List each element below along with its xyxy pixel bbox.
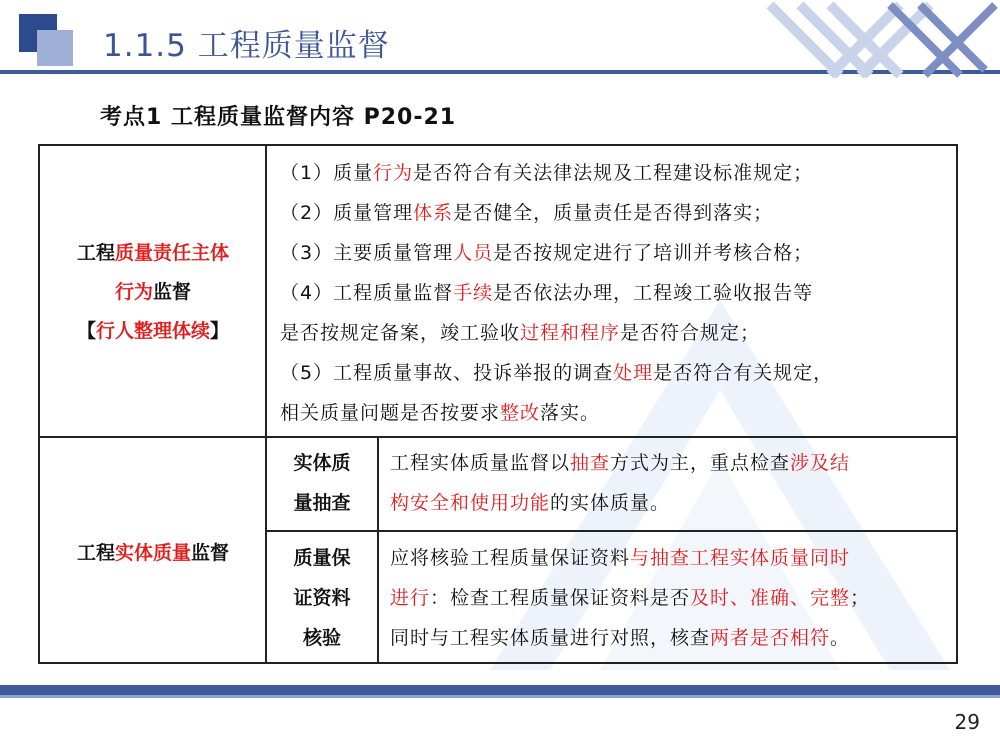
entity-quality-supervision-heading: [42, 534, 264, 573]
text-segment: 落实。: [540, 402, 601, 424]
highlighted-text: 行为: [114, 281, 153, 303]
highlighted-text: 及时、准确、完整: [690, 587, 851, 609]
highlighted-text: 两者是否相符: [710, 627, 831, 649]
highlighted-text: 实体质量: [114, 542, 191, 564]
text-segment: ：检查工程质量保证资料是否: [430, 587, 691, 609]
footer-rule: [0, 695, 1000, 698]
slide-title: 1.1.5 工程质量监督: [103, 28, 390, 64]
heading-line: [42, 234, 264, 273]
text-segment: ；: [850, 587, 871, 609]
text-segment: 工程实体质量监督以: [390, 452, 571, 474]
text-segment: 是否依法办理，工程竣工验收报告等: [493, 282, 814, 304]
highlighted-text: 体系: [413, 202, 454, 224]
content-line: [390, 618, 870, 658]
label-line: 质量保: [293, 547, 351, 569]
label-line: 核验: [302, 627, 341, 649]
highlighted-text: 抽查: [570, 452, 611, 474]
label-line: 量抽查: [293, 492, 351, 514]
text-segment: 应将核验工程质量保证资料: [390, 547, 631, 569]
text-segment: （2）质量管理: [280, 202, 414, 224]
content-line: [280, 153, 833, 193]
highlighted-text: 涉及结: [790, 452, 851, 474]
text-segment: 。: [830, 627, 851, 649]
label-line: 证资料: [293, 587, 351, 609]
responsible-party-supervision-heading: [42, 234, 264, 351]
responsible-party-supervision-content: [280, 153, 833, 433]
highlighted-text: 手续: [453, 282, 494, 304]
title-square-light: [37, 30, 73, 66]
highlighted-text: 行为: [373, 162, 414, 184]
supervision-table: [38, 144, 958, 664]
content-line: [390, 578, 870, 618]
text-segment: （4）工程质量监督: [280, 282, 454, 304]
highlighted-text: 处理: [613, 362, 654, 384]
text-segment: 相关质量问题是否按要求: [280, 402, 501, 424]
text-segment: （3）主要质量管理: [280, 242, 454, 264]
content-line: [280, 313, 833, 353]
content-line: [390, 483, 850, 523]
text-segment: 是否符合规定；: [620, 322, 761, 344]
content-line: [280, 353, 833, 393]
label-line: 实体质: [293, 452, 351, 474]
entity-sampling-content: [390, 443, 850, 523]
header-lattice-decoration: [760, 0, 1000, 80]
footer-band: [0, 685, 1000, 695]
text-segment: 是否符合有关法律法规及工程建设标准规定；: [413, 162, 814, 184]
text-segment: 工程: [76, 542, 115, 564]
text-segment: 的实体质量。: [550, 492, 671, 514]
text-segment: 工程: [76, 242, 115, 264]
text-segment: 是否健全，质量责任是否得到落实；: [453, 202, 774, 224]
text-segment: 是否按规定进行了培训并考核合格；: [493, 242, 814, 264]
highlighted-text: 质量责任主体: [115, 242, 230, 264]
highlighted-text: 过程和程序: [520, 322, 621, 344]
text-segment: 是否符合有关规定，: [653, 362, 834, 384]
highlighted-text: 行人整理体续: [95, 320, 210, 342]
content-line: [390, 538, 870, 578]
text-segment: 方式为主，重点检查: [610, 452, 791, 474]
content-line: [280, 393, 833, 433]
heading-line: [42, 312, 264, 351]
text-segment: 监督: [153, 281, 192, 303]
content-line: [390, 443, 850, 483]
text-segment: 是否按规定备案，竣工验收: [280, 322, 521, 344]
text-segment: 监督: [191, 542, 230, 564]
entity-sampling-label: [268, 443, 376, 523]
text-segment: （1）质量: [280, 162, 374, 184]
section-subtitle: 考点1 工程质量监督内容 P20-21: [100, 105, 457, 130]
text-segment: （5）工程质量事故、投诉举报的调查: [280, 362, 614, 384]
highlighted-text: 整改: [500, 402, 541, 424]
text-segment: 同时与工程实体质量进行对照，核查: [390, 627, 711, 649]
highlighted-text: 人员: [453, 242, 494, 264]
highlighted-text: 进行: [390, 587, 431, 609]
heading-line: [42, 534, 264, 573]
document-verification-content: [390, 538, 870, 658]
content-line: [280, 193, 833, 233]
text-segment: 】: [210, 320, 230, 342]
heading-line: [42, 273, 264, 312]
content-line: [280, 273, 833, 313]
highlighted-text: 构安全和使用功能: [390, 492, 551, 514]
highlighted-text: 与抽查工程实体质量同时: [630, 547, 851, 569]
page-number: 29: [954, 710, 980, 734]
document-verification-label: [268, 538, 376, 658]
content-line: [280, 233, 833, 273]
text-segment: 【: [76, 320, 96, 342]
